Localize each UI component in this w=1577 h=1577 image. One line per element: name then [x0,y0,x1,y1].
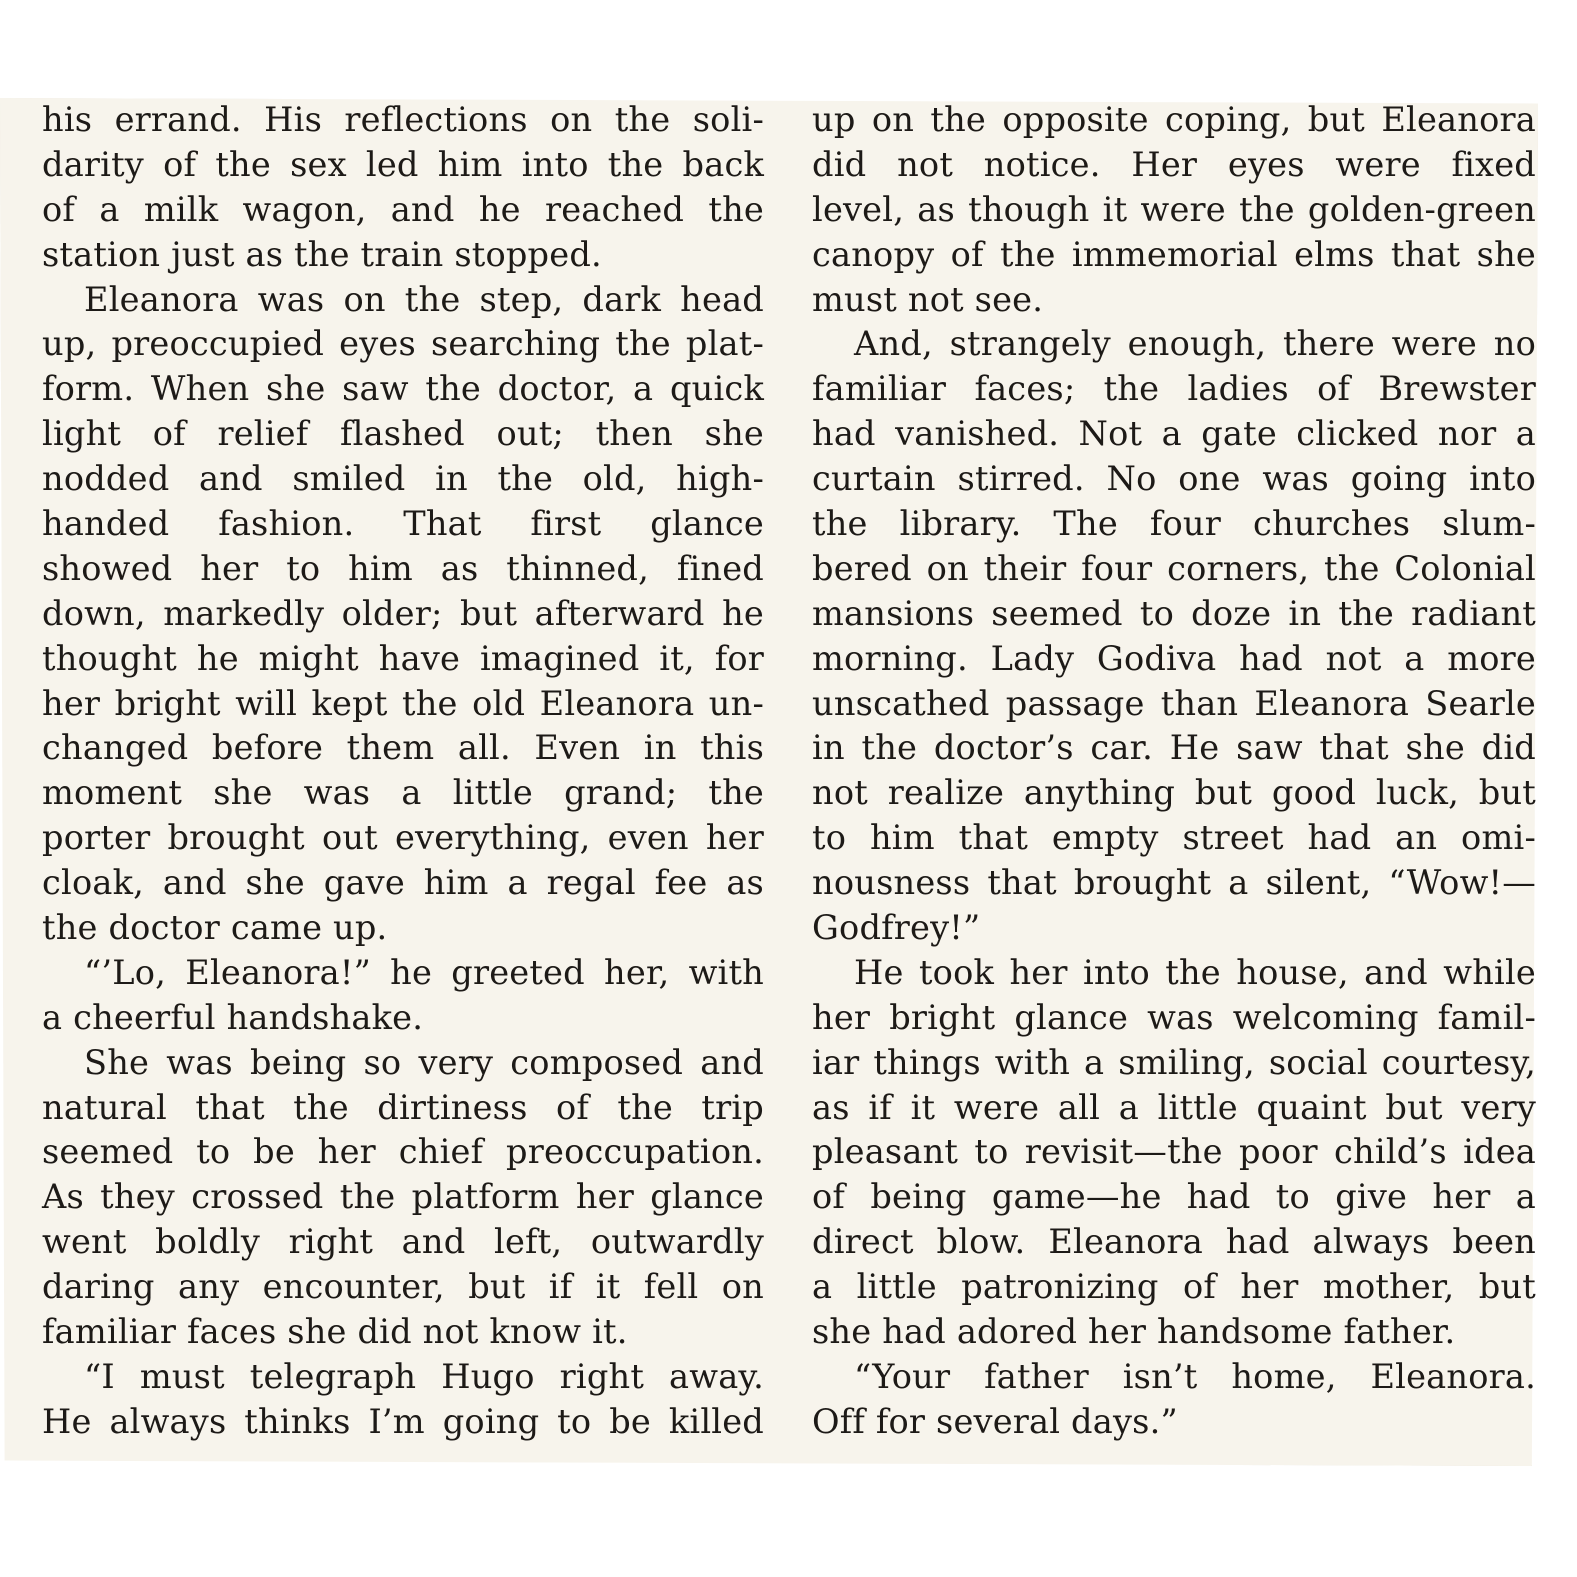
text-line: Off for several days.” [812,1401,1178,1441]
text-line: her bright glance was welcoming famil- [812,997,1536,1037]
text-line: went boldly right and left, outwardly [42,1222,764,1262]
text-line: iar things with a smiling, social courtesy, [812,1042,1536,1082]
text-line: she had adored her handsome father. [812,1312,1456,1352]
text-line: the doctor came up. [42,908,388,948]
text-line: as if it were all a little quaint but very [812,1087,1536,1127]
text-line: She was being so very composed and [84,1042,764,1082]
text-line: Godfrey!” [812,908,981,948]
text-line: nousness that brought a silent, “Wow!— [812,863,1536,903]
text-line: natural that the dirtiness of the trip [42,1087,764,1127]
text-line: in the doctor’s car. He saw that she did [812,728,1536,768]
text-line: familiar faces she did not know it. [42,1312,628,1352]
text-line: a cheerful handshake. [42,997,424,1037]
text-line: porter brought out everything, even her [42,818,764,858]
text-line: did not notice. Her eyes were fixed [812,144,1536,184]
text-line: “I must telegraph Hugo right away. [84,1356,764,1396]
text-line: darity of the sex led him into the back [42,144,764,184]
text-line: not realize anything but good luck, but [812,773,1536,813]
text-line: bered on their four corners, the Colonial [812,548,1536,588]
text-line: must not see. [812,279,1044,319]
text-line: light of relief flashed out; then she [42,414,764,454]
text-line: moment she was a little grand; the [42,773,764,813]
text-line: And, strangely enough, there were no [854,324,1536,364]
text-line: As they crossed the platform her glance [42,1177,764,1217]
right-text-column [812,98,1536,1445]
text-line: station just as the train stopped. [42,234,602,274]
text-line: “Your father isn’t home, Eleanora. [854,1356,1536,1396]
text-line: curtain stirred. No one was going into [812,459,1536,499]
text-line: his errand. His reflections on the soli- [42,100,764,139]
text-line: down, markedly older; but afterward he [42,593,764,633]
text-line: canopy of the immemorial elms that she [812,234,1536,274]
text-line: of a milk wagon, and he reached the [42,189,764,229]
text-line: thought he might have imagined it, for [42,638,764,678]
text-line: direct blow. Eleanora had always been [812,1222,1536,1262]
text-line: the library. The four churches slum- [812,504,1536,544]
text-line: nodded and smiled in the old, high- [42,459,764,499]
text-line: He always thinks I’m going to be killed [42,1401,764,1441]
text-line: of being game—he had to give her a [812,1177,1536,1217]
text-line: pleasant to revisit—the poor child’s idea [812,1132,1536,1172]
text-line: morning. Lady Godiva had not a more [812,638,1536,678]
text-line: mansions seemed to doze in the radiant [812,593,1536,633]
text-line: to him that empty street had an omi- [812,818,1536,858]
text-line: a little patronizing of her mother, but [812,1267,1536,1307]
text-line: cloak, and she gave him a regal fee as [42,863,764,903]
text-line: level, as though it were the golden-green [812,189,1536,229]
text-line: form. When she saw the doctor, a quick [42,369,764,409]
text-line: “’Lo, Eleanora!” he greeted her, with [84,952,764,992]
text-line: up on the opposite coping, but Eleanora [812,100,1536,139]
text-line: changed before them all. Even in this [42,728,764,768]
text-line: He took her into the house, and while [854,952,1536,992]
text-line: seemed to be her chief preoccupation. [42,1132,764,1172]
text-line: handed fashion. That first glance [42,504,764,544]
text-line: up, preoccupied eyes searching the plat- [42,324,764,364]
text-line: had vanished. Not a gate clicked nor a [812,414,1536,454]
left-text-column [42,98,764,1445]
text-line: daring any encounter, but if it fell on [42,1267,764,1307]
text-line: her bright will kept the old Eleanora un- [42,683,764,723]
text-line: showed her to him as thinned, fined [42,548,764,588]
text-line: Eleanora was on the step, dark head [84,279,764,319]
text-line: familiar faces; the ladies of Brewster [812,369,1536,409]
text-line: unscathed passage than Eleanora Searle [812,683,1536,723]
